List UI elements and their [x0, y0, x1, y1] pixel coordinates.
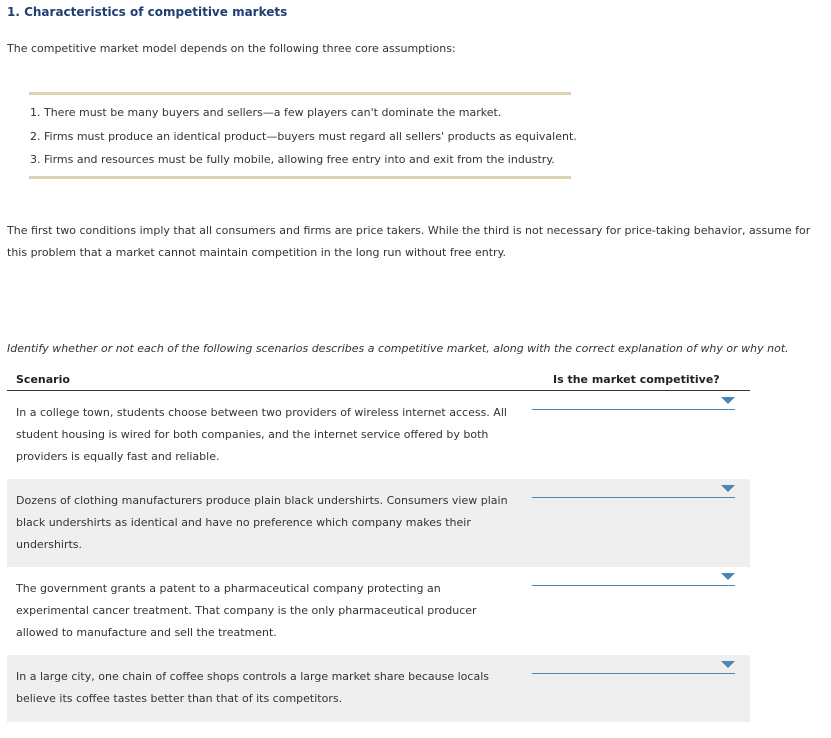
table-row: [7, 567, 750, 655]
scenario-text: In a college town, students choose between two providers of wireless internet access. All student housing is wired for both companies, and the internet service offered by both providers is equally fast and reliable.: [16, 406, 507, 463]
dropdown-arrow-icon: [721, 485, 735, 492]
table-row: [7, 391, 750, 479]
dropdown-arrow-icon: [721, 573, 735, 580]
header-competitive: Is the market competitive?: [553, 373, 720, 386]
conditions-paragraph: The first two conditions imply that all consumers and firms are price takers. While the third is not necessary for price-taking behavior, assume for this problem that a market cannot maintain competition in the long run without free entry.: [7, 224, 811, 259]
assumption-2: 2. Firms must produce an identical product—buyers must regard all sellers' products as equivalent.: [30, 130, 577, 143]
table-row: [7, 655, 750, 722]
table-header: [7, 368, 750, 391]
instruction-text: Identify whether or not each of the following scenarios describes a competitive market, along with the correct explanation of why or why not.: [7, 342, 789, 355]
competitive-dropdown-3[interactable]: [532, 573, 735, 586]
assumptions-box: [29, 92, 577, 179]
scenario-table: [7, 368, 750, 705]
page-title: 1. Characteristics of competitive markets: [7, 5, 288, 19]
scenario-text: In a large city, one chain of coffee shops controls a large market share because locals believe its coffee tastes better than that of its competitors.: [16, 670, 489, 705]
intro-text: The competitive market model depends on the following three core assumptions:: [7, 42, 456, 55]
dropdown-arrow-icon: [721, 661, 735, 668]
competitive-dropdown-4[interactable]: [532, 661, 735, 674]
scenario-text: The government grants a patent to a pharmaceutical company protecting an experimental cancer treatment. That company is the only pharmaceutical producer allowed to manufacture and sell the treatment.: [16, 582, 477, 639]
dropdown-arrow-icon: [721, 397, 735, 404]
table-row: [7, 479, 750, 567]
header-scenario: Scenario: [16, 373, 70, 386]
scenario-text: Dozens of clothing manufacturers produce plain black undershirts. Consumers view plain black undershirts as identical and have no preference which company makes their undershirts.: [16, 494, 508, 551]
competitive-dropdown-2[interactable]: [532, 485, 735, 498]
assumption-3: 3. Firms and resources must be fully mobile, allowing free entry into and exit from the industry.: [30, 153, 555, 166]
assumption-1: 1. There must be many buyers and sellers—a few players can't dominate the market.: [30, 106, 502, 119]
competitive-dropdown-1[interactable]: [532, 397, 735, 410]
